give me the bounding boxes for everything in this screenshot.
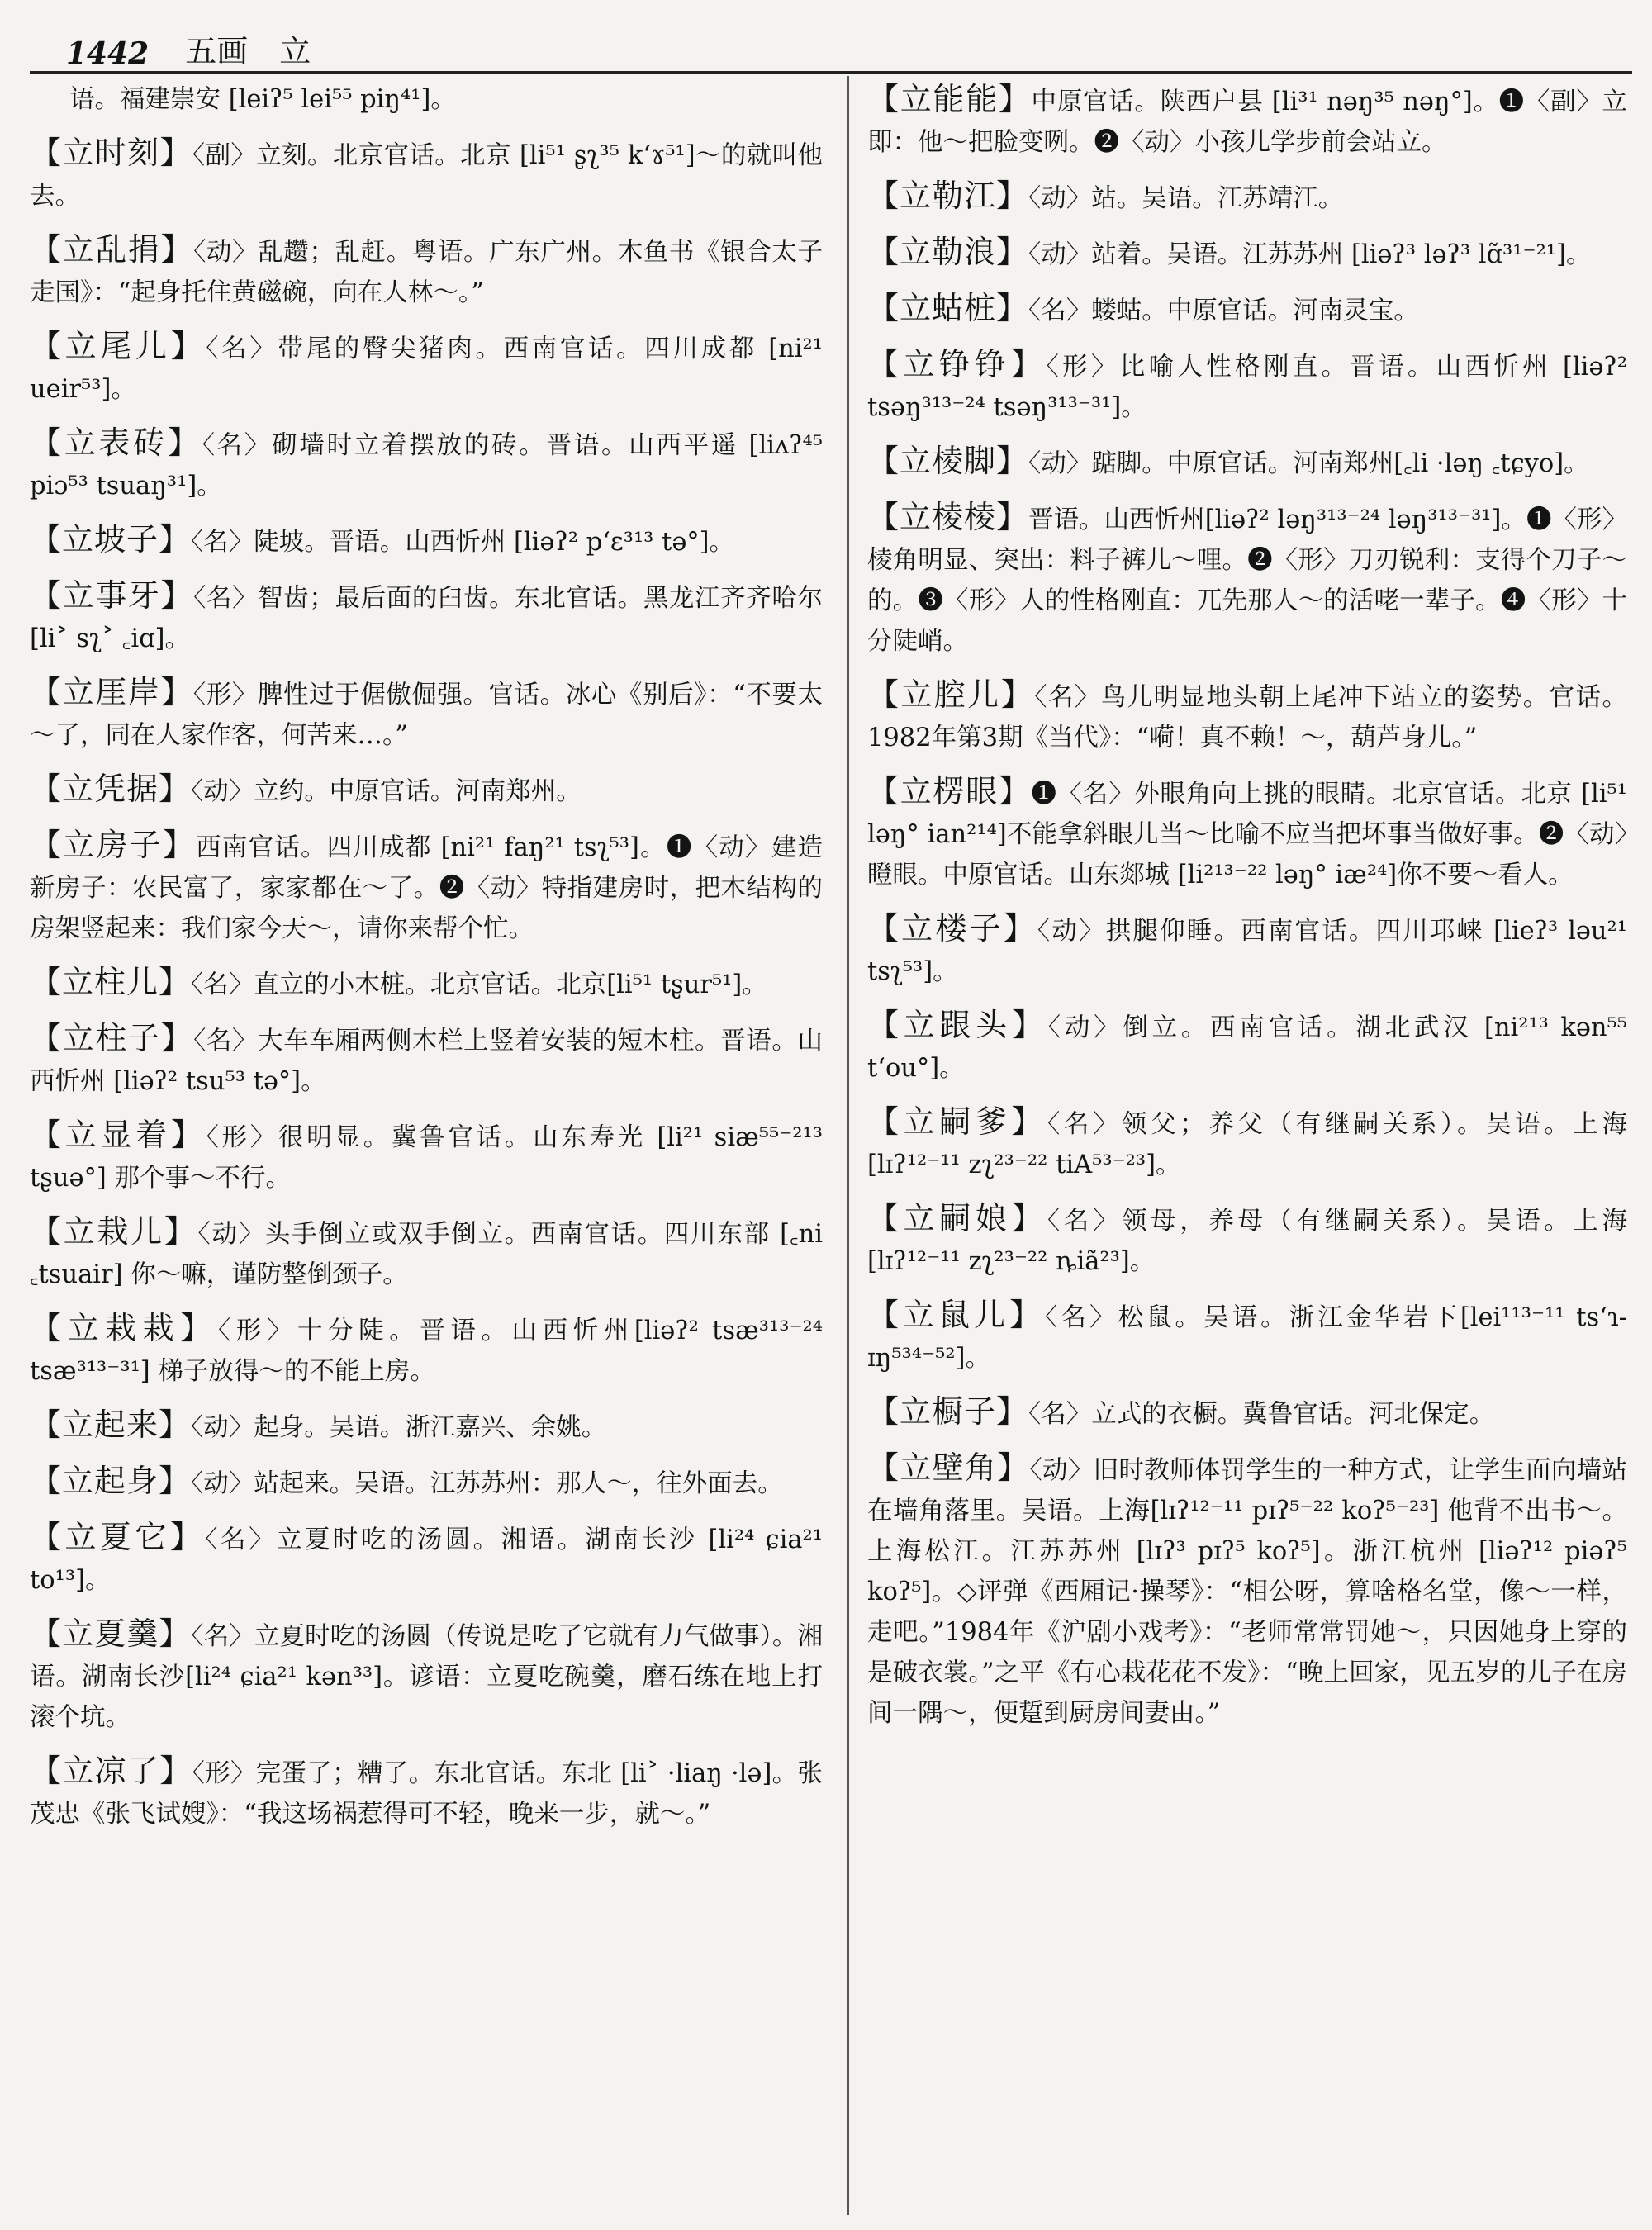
- dictionary-entry: [867, 497, 1627, 662]
- entry-headword: 【立棱棱】: [867, 499, 1029, 535]
- entry-headword: 【立蛄桩】: [867, 290, 1029, 326]
- entry-headword: 【立壁角】: [867, 1450, 1030, 1486]
- entry-definition: 〈名〉领父；养父（有继嗣关系）。吴语。上海 [lɪʔ¹²⁻¹¹ zʅ²³⁻²² tiA⁵³⁻²³]。: [867, 1110, 1627, 1179]
- entry-definition: 〈名〉鸟儿明显地头朝上尾冲下站立的姿势。官话。1982年第3期《当代》：“嗬！真不赖！～，葫芦身儿。”: [867, 683, 1627, 752]
- dictionary-entry: [867, 675, 1627, 758]
- dictionary-entry: [30, 962, 823, 1005]
- entry-headword: 【立铮铮】: [867, 346, 1047, 382]
- entry-definition: 〈动〉站着。吴语。江苏苏州 [liəʔ³ ləʔ³ lɑ̃³¹⁻²¹]。: [1028, 240, 1592, 269]
- entry-definition: 〈名〉领母，养母（有继嗣关系）。吴语。上海 [lɪʔ¹²⁻¹¹ zʅ²³⁻²² ȵiã²³]。: [867, 1207, 1627, 1276]
- dictionary-entry: [30, 423, 823, 506]
- dictionary-entry: [867, 1102, 1627, 1185]
- entry-headword: 【立栽栽】: [30, 1310, 218, 1346]
- entry-definition: 〈名〉智齿；最后面的臼齿。东北官话。黑龙江齐齐哈尔 [li˃ sʅ˃ ꜀iɑ]。: [30, 584, 823, 653]
- dictionary-entry: [30, 672, 823, 756]
- entry-definition: 〈动〉踮脚。中原官话。河南郑州[꜀li ·ləŋ ꜀tɕyo]。: [1028, 449, 1589, 478]
- entry-headword: 【立跟头】: [867, 1007, 1048, 1043]
- entry-headword: 【立能能】: [867, 81, 1032, 117]
- entry-definition: 〈名〉立夏时吃的汤圆（传说是吃了它就有力气做事）。湘语。湖南长沙[li²⁴ ɕia²¹ kən³³]。谚语：立夏吃碗羹，磨石练在地上打滚个坑。: [30, 1622, 823, 1732]
- entry-definition: 〈动〉站。吴语。江苏靖江。: [1028, 184, 1344, 213]
- entry-definition: 〈动〉立约。中原官话。河南郑州。: [191, 777, 582, 806]
- right-column: [867, 79, 1627, 1747]
- entry-definition: 〈名〉立夏时吃的汤圆。湘语。湖南长沙 [li²⁴ ɕia²¹ to¹³]。: [30, 1525, 823, 1595]
- entry-headword: 【立栽儿】: [30, 1213, 198, 1250]
- entry-definition: 〈形〉完蛋了；糟了。东北官话。东北 [li˃ ·liaŋ ·lə]。张茂忠《张飞试嫂》：“我这场祸惹得可不轻，晚来一步，就～。”: [30, 1759, 823, 1829]
- dictionary-entry: [30, 326, 823, 410]
- entry-definition: 〈名〉砌墙时立着摆放的砖。晋语。山西平遥 [liʌʔ⁴⁵ piɔ⁵³ tsuaŋ³¹]。: [30, 431, 823, 501]
- entry-headword: 【立夏它】: [30, 1519, 206, 1555]
- dictionary-entry: [30, 133, 823, 216]
- dictionary-entry: [30, 1405, 823, 1448]
- dictionary-entry: [867, 288, 1627, 331]
- entry-headword: 【立勒浪】: [867, 234, 1029, 270]
- entry-definition: 〈副〉立刻。北京官话。北京 [li⁵¹ ʂʅ³⁵ k‘ɤ⁵¹]～的就叫他去。: [30, 141, 823, 211]
- entry-headword: 【立楞眼】: [867, 773, 1032, 809]
- dictionary-entry: [30, 1212, 823, 1295]
- dictionary-entry: [30, 1115, 823, 1198]
- page-header: [66, 18, 1635, 71]
- entry-definition: 〈名〉蝼蛄。中原官话。河南灵宝。: [1028, 297, 1419, 325]
- header-rule: [30, 71, 1632, 74]
- entry-definition: 〈动〉起身。吴语。浙江嘉兴、余姚。: [191, 1413, 607, 1442]
- entry-headword: 【立嗣爹】: [867, 1103, 1047, 1140]
- entry-headword: 【立尾儿】: [30, 328, 206, 364]
- entry-headword: 【立鼠儿】: [867, 1297, 1046, 1333]
- entry-headword: 【立事牙】: [30, 577, 194, 614]
- entry-headword: 【立乱捐】: [30, 231, 194, 268]
- entry-headword: 【立显着】: [30, 1117, 206, 1153]
- dictionary-entry: [30, 825, 823, 949]
- entry-definition: 〈形〉脾性过于倨傲倔强。官话。冰心《别后》：“不要太～了，同在人家作客，何苦来…。”: [30, 681, 823, 750]
- entry-headword: 【立厓岸】: [30, 674, 193, 710]
- dictionary-entry: [30, 1308, 823, 1392]
- entry-definition: 晋语。山西忻州[liəʔ² ləŋ³¹³⁻²⁴ ləŋ³¹³⁻³¹]。❶〈形〉棱角明显、突出：料子裤儿～哩。❷〈形〉刀刃锐利：支得个刀子～的。❸〈形〉人的性格刚直：兀先那人～的活咾一辈子。❹〈形〉十分陡峭。: [867, 505, 1627, 656]
- entry-definition: 〈动〉倒立。西南官话。湖北武汉 [ni²¹³ kən⁵⁵ t‘ou°]。: [867, 1013, 1627, 1083]
- entry-headword: 【立勒江】: [867, 178, 1029, 214]
- dictionary-entry: [867, 1448, 1627, 1734]
- section-title: 五画 立: [185, 33, 311, 69]
- dictionary-entry: [30, 520, 823, 562]
- dictionary-entry: [867, 176, 1627, 219]
- entry-headword: 【立橱子】: [867, 1393, 1029, 1430]
- dictionary-entry: [867, 1198, 1627, 1282]
- entry-headword: 【立起来】: [30, 1407, 192, 1443]
- entry-definition: 西南官话。四川成都 [ni²¹ faŋ²¹ tsʅ⁵³]。❶〈动〉建造新房子：农民富了，家家都在～了。❷〈动〉特指建房时，把木结构的房架竖起来：我们家今天～，请你来帮个忙。: [30, 833, 823, 943]
- entry-definition: 〈形〉很明显。冀鲁官话。山东寿光 [li²¹ siæ⁵⁵⁻²¹³ tʂuə°] 那个事～不行。: [30, 1123, 823, 1193]
- entry-headword: 【立时刻】: [30, 135, 192, 171]
- entry-headword: 【立棱脚】: [867, 443, 1029, 479]
- dictionary-entry: [867, 909, 1627, 992]
- dictionary-entry: [867, 441, 1627, 484]
- entry-definition: ❶〈名〉外眼角向上挑的眼睛。北京官话。北京 [li⁵¹ ləŋ° ian²¹⁴]不能拿斜眼儿当～比喻不应当把坏事当做好事。❷〈动〉瞪眼。中原官话。山东郯城 [li²¹³⁻²² ləŋ° iæ²⁴]你不要～看人。: [867, 780, 1627, 890]
- entry-headword: 【立楼子】: [867, 910, 1037, 947]
- dictionary-entry: [30, 1614, 823, 1738]
- entry-definition: 〈动〉乱趱；乱赶。粤语。广东广州。木鱼书《银合太子走国》：“起身托住黄磁碗，向在人林～。”: [30, 238, 823, 307]
- dictionary-entry: [30, 1461, 823, 1504]
- entry-definition: 〈形〉十分陡。晋语。山西忻州[liəʔ² tsæ³¹³⁻²⁴ tsæ³¹³⁻³¹] 梯子放得～的不能上房。: [30, 1317, 823, 1386]
- entry-headword: 【立房子】: [30, 827, 197, 863]
- entry-headword: 【立柱子】: [30, 1020, 194, 1056]
- page-number: 1442: [66, 36, 150, 71]
- dictionary-entry: [30, 1751, 823, 1834]
- dictionary-entry: [867, 79, 1627, 163]
- entry-definition: 〈动〉拱腿仰睡。西南官话。四川邛崃 [lieʔ³ ləu²¹ tsʅ⁵³]。: [867, 917, 1627, 986]
- dictionary-entry: [30, 1018, 823, 1102]
- dictionary-entry: [30, 1517, 823, 1601]
- entry-definition: 〈形〉比喻人性格刚直。晋语。山西忻州 [liəʔ² tsəŋ³¹³⁻²⁴ tsəŋ³¹³⁻³¹]。: [867, 353, 1627, 422]
- entry-headword: 【立柱儿】: [30, 964, 192, 1000]
- entry-definition: 〈动〉站起来。吴语。江苏苏州：那人～，往外面去。: [191, 1469, 783, 1498]
- entry-definition: 〈名〉直立的小木桩。北京官话。北京[li⁵¹ tʂur⁵¹]。: [191, 970, 767, 999]
- dictionary-entry-continued: [69, 79, 823, 120]
- entry-definition: 语。福建崇安 [leiʔ⁵ lei⁵⁵ piŋ⁴¹]。: [69, 85, 456, 114]
- entry-definition: 中原官话。陕西户县 [li³¹ nəŋ³⁵ nəŋ°]。❶〈副〉立即：他～把脸变咧。❷〈动〉小孩儿学步前会站立。: [867, 88, 1627, 157]
- entry-definition: 〈名〉立式的衣橱。冀鲁官话。河北保定。: [1028, 1400, 1495, 1429]
- entry-headword: 【立嗣娘】: [867, 1200, 1047, 1236]
- entry-definition: 〈名〉松鼠。吴语。浙江金华岩下[lei¹¹³⁻¹¹ ts‘ɿ-ɪŋ⁵³⁴⁻⁵²]。: [867, 1303, 1627, 1373]
- entry-headword: 【立起身】: [30, 1463, 192, 1499]
- dictionary-entry: [30, 576, 823, 659]
- entry-headword: 【立表砖】: [30, 425, 202, 461]
- entry-definition: 〈名〉陡坡。晋语。山西忻州 [liəʔ² p‘ɛ³¹³ tə°]。: [191, 528, 735, 557]
- entry-definition: 〈名〉带尾的臀尖猪肉。西南官话。四川成都 [ni²¹ ueir⁵³]。: [30, 334, 823, 404]
- dictionary-entry: [867, 1392, 1627, 1435]
- dictionary-entry: [867, 232, 1627, 275]
- dictionary-entry: [867, 1005, 1627, 1089]
- dictionary-entry: [867, 344, 1627, 428]
- dictionary-entry: [30, 230, 823, 313]
- entry-headword: 【立凉了】: [30, 1753, 192, 1789]
- entry-headword: 【立凭据】: [30, 771, 192, 807]
- entry-definition: 〈名〉大车车厢两侧木栏上竖着安装的短木柱。晋语。山西忻州 [liəʔ² tsu⁵³ tə°]。: [30, 1027, 823, 1096]
- entry-definition: 〈动〉头手倒立或双手倒立。西南官话。四川东部 [꜀ni ꜀tsuair] 你～嘛，谨防整倒颈子。: [30, 1220, 823, 1289]
- dictionary-entry: [867, 771, 1627, 895]
- entry-definition: 〈动〉旧时教师体罚学生的一种方式，让学生面向墙站在墙角落里。吴语。上海[lɪʔ¹²⁻¹¹ pɪʔ⁵⁻²² koʔ⁵⁻²³] 他背不出书～。上海松江。江苏苏州 [lɪʔ³ pɪʔ⁵ koʔ⁵]。浙江杭州 [liəʔ¹² piəʔ⁵ koʔ⁵]。◇评弹《西厢记·操琴》：“相公呀，算啥格名堂，像～一样，走吧。”1984年《沪剧小戏考》：“老师常常罚她～，只因她身上穿的是破衣裳。”之平《有心栽花花不发》：“晚上回家，见五岁的儿子在房间一隅～，便踅到厨房间妻由。”: [867, 1456, 1627, 1728]
- column-divider: [847, 76, 849, 2215]
- left-column: [30, 79, 823, 1848]
- entry-headword: 【立腔儿】: [867, 676, 1035, 713]
- dictionary-entry: [867, 1295, 1627, 1378]
- dictionary-entry: [30, 769, 823, 812]
- entry-headword: 【立夏羹】: [30, 1616, 192, 1652]
- entry-headword: 【立坡子】: [30, 521, 192, 558]
